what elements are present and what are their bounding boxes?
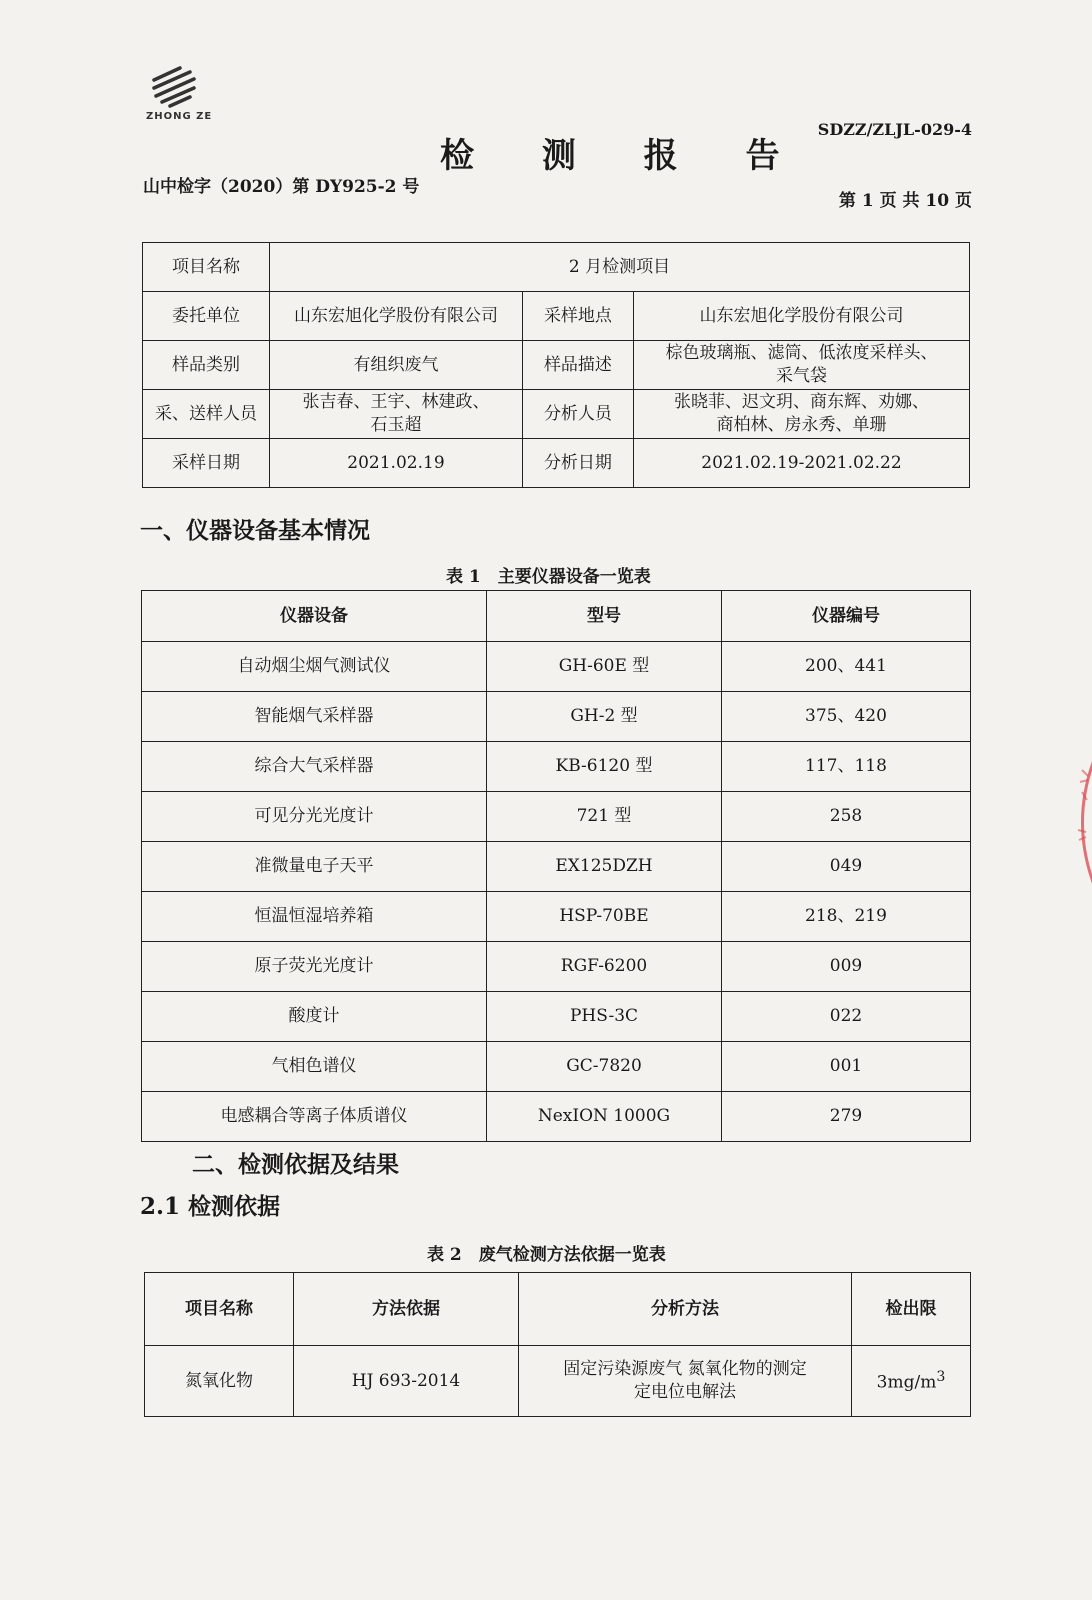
table-row bbox=[142, 1042, 971, 1092]
analyst-label: 分析人员 bbox=[522, 390, 633, 439]
equipment-model: GC-7820 bbox=[487, 1042, 722, 1092]
equipment-name: 原子荧光光度计 bbox=[142, 942, 487, 992]
logo-text: ZHONG ZE bbox=[146, 111, 213, 122]
equipment-model: GH-2 型 bbox=[487, 692, 722, 742]
sampling-site-label: 采样地点 bbox=[522, 292, 633, 341]
table-row bbox=[143, 292, 970, 341]
analyst-value bbox=[633, 390, 969, 439]
column-header: 方法依据 bbox=[294, 1273, 519, 1346]
equipment-model: EX125DZH bbox=[487, 842, 722, 892]
column-header: 型号 bbox=[487, 591, 722, 642]
equipment-number: 009 bbox=[722, 942, 971, 992]
report-number: 山中检字（2020）第 DY925-2 号 bbox=[143, 177, 420, 197]
equipment-name: 酸度计 bbox=[142, 992, 487, 1042]
equipment-name: 气相色谱仪 bbox=[142, 1042, 487, 1092]
table-row bbox=[143, 243, 970, 292]
equipment-table bbox=[141, 590, 971, 1142]
table-row bbox=[142, 742, 971, 792]
table-row bbox=[143, 341, 970, 390]
equipment-model: KB-6120 型 bbox=[487, 742, 722, 792]
equipment-name: 综合大气采样器 bbox=[142, 742, 487, 792]
project-name-value: 2 月检测项目 bbox=[270, 243, 970, 292]
method-standard: HJ 693-2014 bbox=[294, 1346, 519, 1417]
sampler-line-2: 石玉超 bbox=[370, 415, 422, 435]
sampling-date-label: 采样日期 bbox=[143, 439, 270, 488]
equipment-name: 智能烟气采样器 bbox=[142, 692, 487, 742]
equipment-number: 117、118 bbox=[722, 742, 971, 792]
table-row bbox=[142, 692, 971, 742]
analysis-date-label: 分析日期 bbox=[522, 439, 633, 488]
equipment-model: GH-60E 型 bbox=[487, 642, 722, 692]
page-title: 检 测 报 告 bbox=[440, 136, 808, 176]
column-header: 检出限 bbox=[852, 1273, 971, 1346]
document-code: SDZZ/ZLJL-029-4 bbox=[817, 120, 972, 139]
page-number: 第 1 页 共 10 页 bbox=[838, 191, 972, 211]
analyst-line-1: 张晓菲、迟文玥、商东辉、劝娜、 bbox=[673, 392, 929, 413]
sampler-value bbox=[270, 390, 523, 439]
analyst-line-2: 商柏林、房永秀、单珊 bbox=[716, 415, 887, 435]
detection-limit bbox=[852, 1346, 971, 1417]
column-header: 仪器设备 bbox=[142, 591, 487, 642]
table-1-caption: 表 1 主要仪器设备一览表 bbox=[446, 567, 651, 587]
equipment-name: 恒温恒湿培养箱 bbox=[142, 892, 487, 942]
equipment-number: 200、441 bbox=[722, 642, 971, 692]
table-header-row bbox=[145, 1273, 971, 1346]
equipment-name: 自动烟尘烟气测试仪 bbox=[142, 642, 487, 692]
seal-stamp-icon bbox=[1060, 740, 1092, 900]
sample-description-label: 样品描述 bbox=[522, 341, 633, 390]
section-1-heading: 一、仪器设备基本情况 bbox=[140, 517, 370, 544]
table-row bbox=[142, 992, 971, 1042]
sampling-site-value: 山东宏旭化学股份有限公司 bbox=[633, 292, 969, 341]
sample-category-value: 有组织废气 bbox=[270, 341, 523, 390]
equipment-name: 准微量电子天平 bbox=[142, 842, 487, 892]
sampler-label: 采、送样人员 bbox=[143, 390, 270, 439]
detection-limit-exponent: 3 bbox=[936, 1368, 946, 1385]
equipment-number: 218、219 bbox=[722, 892, 971, 942]
table-row bbox=[145, 1346, 971, 1417]
section-2-1-heading: 2.1 检测依据 bbox=[140, 1193, 281, 1220]
table-2-caption: 表 2 废气检测方法依据一览表 bbox=[427, 1245, 666, 1265]
section-2-heading: 二、检测依据及结果 bbox=[192, 1151, 399, 1178]
sample-description-line-2: 采气袋 bbox=[775, 366, 827, 386]
table-row bbox=[142, 842, 971, 892]
equipment-number: 049 bbox=[722, 842, 971, 892]
analysis-date-value: 2021.02.19-2021.02.22 bbox=[633, 439, 969, 488]
equipment-model: 721 型 bbox=[487, 792, 722, 842]
equipment-name: 可见分光光度计 bbox=[142, 792, 487, 842]
client-label: 委托单位 bbox=[143, 292, 270, 341]
table-row bbox=[142, 892, 971, 942]
column-header: 分析方法 bbox=[519, 1273, 852, 1346]
sampling-date-value: 2021.02.19 bbox=[270, 439, 523, 488]
table-row bbox=[143, 439, 970, 488]
table-row bbox=[142, 1092, 971, 1142]
equipment-number: 022 bbox=[722, 992, 971, 1042]
detection-limit-value: 3mg/m bbox=[876, 1372, 937, 1393]
project-name-label: 项目名称 bbox=[143, 243, 270, 292]
table-row bbox=[142, 942, 971, 992]
equipment-number: 001 bbox=[722, 1042, 971, 1092]
equipment-name: 电感耦合等离子体质谱仪 bbox=[142, 1092, 487, 1142]
method-analysis-line-2: 定电位电解法 bbox=[634, 1382, 736, 1402]
method-item: 氮氧化物 bbox=[145, 1346, 294, 1417]
client-value: 山东宏旭化学股份有限公司 bbox=[270, 292, 523, 341]
table-header-row bbox=[142, 591, 971, 642]
sample-description-line-1: 棕色玻璃瓶、滤筒、低浓度采样头、 bbox=[665, 343, 938, 364]
sample-description-value bbox=[633, 341, 969, 390]
method-table bbox=[144, 1272, 971, 1417]
equipment-model: HSP-70BE bbox=[487, 892, 722, 942]
equipment-model: NexION 1000G bbox=[487, 1092, 722, 1142]
project-info-table bbox=[142, 242, 970, 488]
method-analysis bbox=[519, 1346, 852, 1417]
table-row bbox=[142, 792, 971, 842]
equipment-number: 375、420 bbox=[722, 692, 971, 742]
sampler-line-1: 张吉春、王宇、林建政、 bbox=[302, 392, 490, 413]
equipment-number: 279 bbox=[722, 1092, 971, 1142]
equipment-model: RGF-6200 bbox=[487, 942, 722, 992]
column-header: 仪器编号 bbox=[722, 591, 971, 642]
method-analysis-line-1: 固定污染源废气 氮氧化物的测定 bbox=[563, 1359, 807, 1380]
table-row bbox=[142, 642, 971, 692]
table-row bbox=[143, 390, 970, 439]
equipment-number: 258 bbox=[722, 792, 971, 842]
equipment-model: PHS-3C bbox=[487, 992, 722, 1042]
sample-category-label: 样品类别 bbox=[143, 341, 270, 390]
column-header: 项目名称 bbox=[145, 1273, 294, 1346]
